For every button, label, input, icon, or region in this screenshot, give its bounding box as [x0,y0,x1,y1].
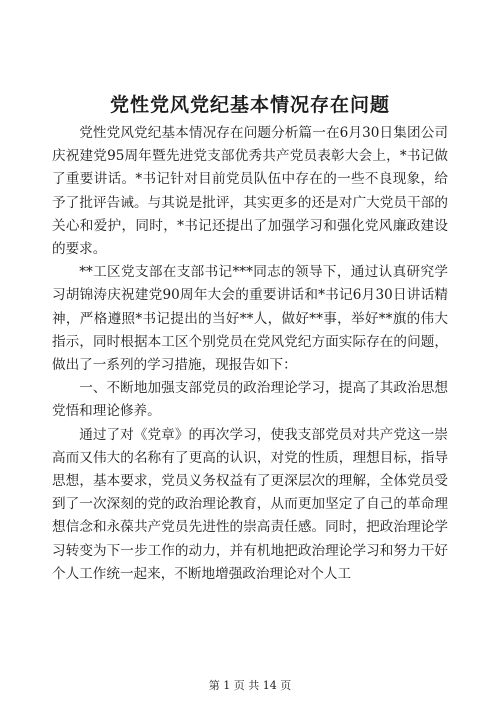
paragraph-2: **工区党支部在支部书记***同志的领导下，通过认真研究学习胡锦涛庆祝建党90周年大会的重要讲话和*书记6月30日讲话精神，严格遵照*书记提出的当好**人，做好**事，举好**旗的伟大指示，同时根据本工区个别党员在党风党纪方面实际存在的问题，做出了一系列的学习措施，现报告如下： [52,264,448,374]
paragraph-3: 通过了对《党章》的再次学习，使我支部党员对共产党这一崇高而又伟大的名称有了更高的认识，对党的性质，理想目标，指导思想，基本要求，党员义务权益有了更深层次的理解，全体党员受到了一次深刻的党的政治理论教育，从而更加坚定了自己的革命理想信念和永葆共产党员先进性的崇高责任感。同时，把政治理论学习转变为下一步工作的动力，并有机地把政治理论学习和努力干好个人工作统一起来，不断地增强政治理论对个人工 [52,426,448,582]
paragraph-1: 党性党风党纪基本情况存在问题分析篇一在6月30日集团公司庆祝建党95周年暨先进党支部优秀共产党员表彰大会上，*书记做了重要讲话。*书记针对目前党员队伍中存在的一些不良现象，给予了批评告诫。与其说是批评，其实更多的还是对广大党员干部的关心和爱护，同时，*书记还提出了加强学习和强化党风廉政建设的要求。 [52,125,448,258]
document-title: 党性党风党纪基本情况存在问题 [109,94,390,116]
page-footer: 第 1 页 共 14 页 [208,679,292,692]
document-body [52,122,448,586]
section-heading-1: 一、不断地加强支部党员的政治理论学习，提高了其政治思想党悟和理论修养。 [52,380,448,420]
